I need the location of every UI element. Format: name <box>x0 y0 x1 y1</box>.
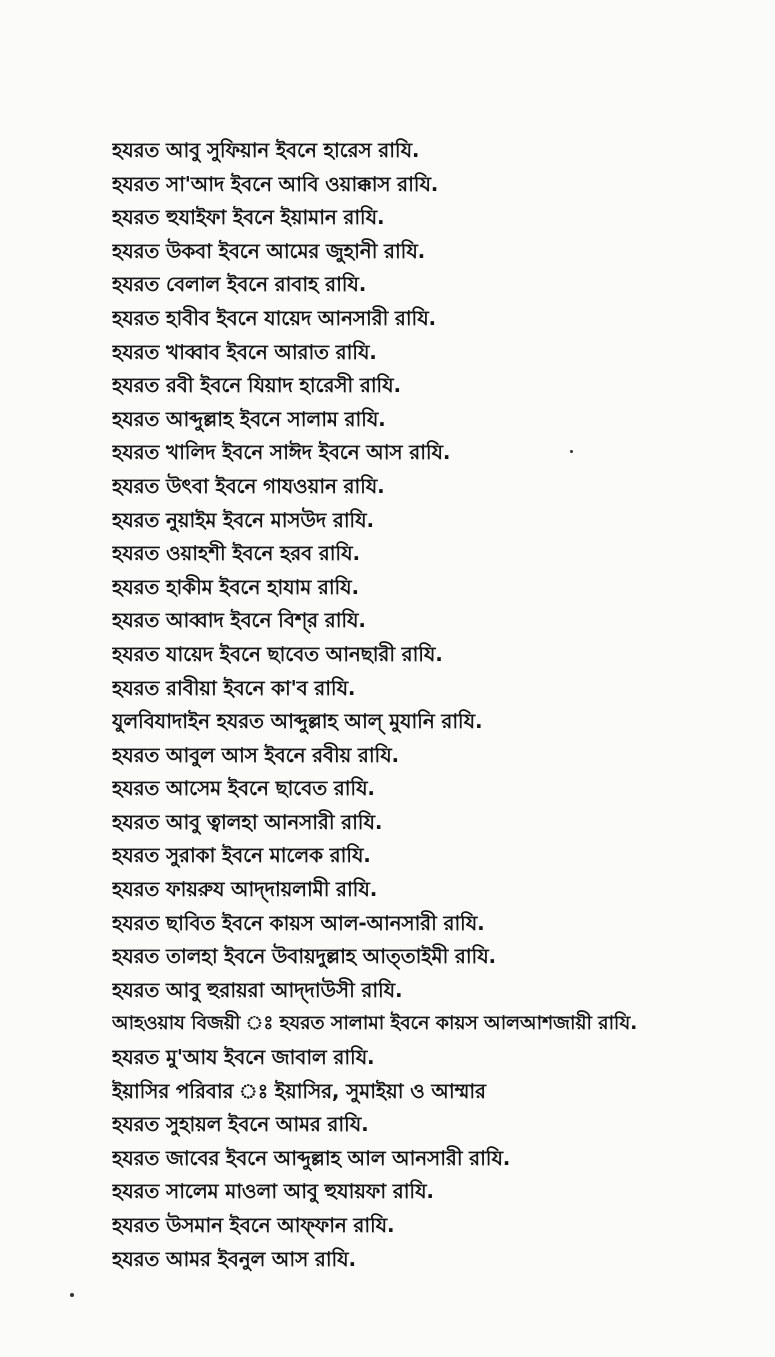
name-line-17: হযরত রাবীয়া ইবনে কা'ব রাযি. <box>112 675 356 700</box>
name-line-24: হযরত ছাবিত ইবনে কায়স আল-আনসারী রাযি. <box>112 910 485 935</box>
companion-name-list <box>112 134 772 1276</box>
name-line-18: যুলবিযাদাইন হযরত আব্দুল্লাহ আল্‌ মুযানি রাযি. <box>112 709 483 734</box>
name-line-32: হযরত সালেম মাওলা আবু হুযায়ফা রাযি. <box>112 1179 434 1204</box>
name-line-29: ইয়াসির পরিবার ঃ ইয়াসির, সুমাইয়া ও আম্মার <box>112 1078 486 1103</box>
name-line-27: আহওয়ায বিজয়ী ঃ হযরত সালামা ইবনে কায়স আলআশজায়ী রাযি. <box>112 1012 638 1035</box>
name-line-21: হযরত আবু ত্বালহা আনসারী রাযি. <box>112 809 383 834</box>
name-line-9: হযরত আব্দুল্লাহ ইবনে সালাম রাযি. <box>112 406 386 431</box>
name-line-15: হযরত আব্বাদ ইবনে বিশ্‌র রাযি. <box>112 608 366 633</box>
name-line-16: হযরত যায়েদ ইবনে ছাবেত আনছারী রাযি. <box>112 641 443 666</box>
name-line-19: হযরত আবুল আস ইবনে রবীয় রাযি. <box>112 742 399 767</box>
print-speck <box>70 1293 74 1297</box>
name-line-4: হযরত উকবা ইবনে আমের জুহানী রাযি. <box>112 238 426 263</box>
name-line-23: হযরত ফায়রুয আদ্‌দায়লামী রাযি. <box>112 877 378 902</box>
print-speck <box>570 450 573 453</box>
name-line-34: হযরত আমর ইবনুল আস রাযি. <box>112 1246 356 1271</box>
name-line-11: হযরত উৎবা ইবনে গাযওয়ান রাযি. <box>112 473 385 498</box>
name-line-5: হযরত বেলাল ইবনে রাবাহ রাযি. <box>112 272 367 297</box>
name-line-7: হযরত খাব্বাব ইবনে আরাত রাযি. <box>112 339 377 364</box>
name-line-33: হযরত উসমান ইবনে আফ্‌ফান রাযি. <box>112 1213 395 1237</box>
name-line-2: হযরত সা'আদ ইবনে আবি ওয়াক্কাস রাযি. <box>112 171 439 196</box>
name-line-26: হযরত আবু হুরায়রা আদ্‌দাউসী রাযি. <box>112 977 403 1002</box>
name-line-28: হযরত মু'আয ইবনে জাবাল রাযি. <box>112 1045 375 1070</box>
name-line-20: হযরত আসেম ইবনে ছাবেত রাযি. <box>112 776 375 801</box>
name-line-14: হযরত হাকীম ইবনে হাযাম রাযি. <box>112 574 359 599</box>
name-line-25: হযরত তালহা ইবনে উবায়দুল্লাহ আত্‌তাইমী রাযি. <box>112 944 496 969</box>
name-line-3: হযরত হুযাইফা ইবনে ইয়ামান রাযি. <box>112 205 385 230</box>
name-line-12: হযরত নুয়াইম ইবনে মাসউদ রাযি. <box>112 507 374 532</box>
name-line-13: হযরত ওয়াহশী ইবনে হরব রাযি. <box>112 541 360 566</box>
name-line-22: হযরত সুরাকা ইবনে মালেক রাযি. <box>112 843 371 868</box>
name-line-6: হযরত হাবীব ইবনে যায়েদ আনসারী রাযি. <box>112 305 436 330</box>
name-line-31: হযরত জাবের ইবনে আব্দুল্লাহ আল আনসারী রাযি. <box>112 1145 511 1170</box>
name-line-8: হযরত রবী ইবনে যিয়াদ হারেসী রাযি. <box>112 373 401 398</box>
name-line-30: হযরত সুহায়ল ইবনে আমর রাযি. <box>112 1112 369 1137</box>
name-line-1: হযরত আবু সুফিয়ান ইবনে হারেস রাযি. <box>112 138 420 162</box>
name-line-10: হযরত খালিদ ইবনে সাঈদ ইবনে আস রাযি. <box>112 440 451 465</box>
